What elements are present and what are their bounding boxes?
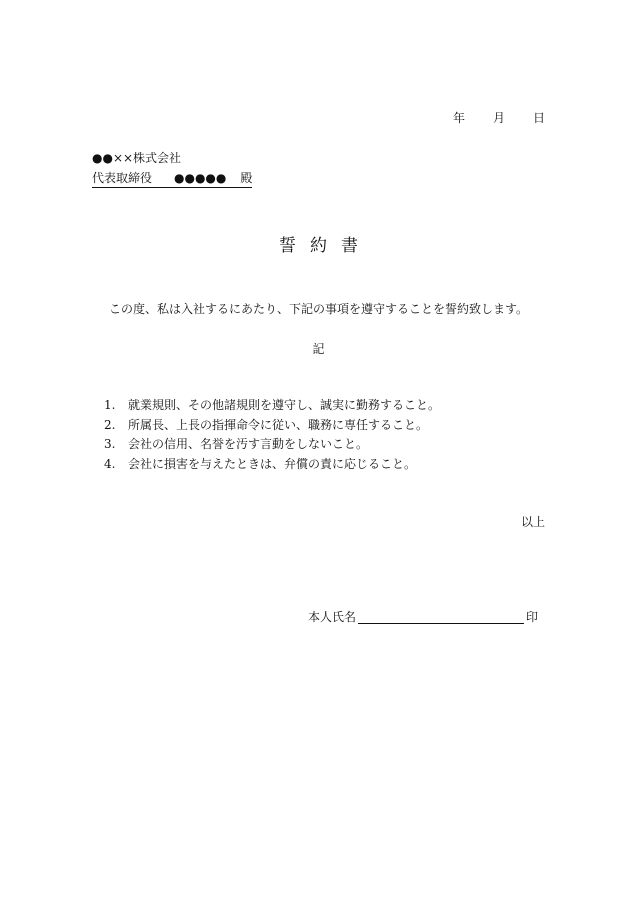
honorific: 殿 (240, 171, 253, 185)
list-item (104, 416, 440, 436)
signature-label: 本人氏名 (308, 610, 357, 624)
item-text: 会社に損害を与えたときは、弁償の責に応じること。 (128, 456, 417, 471)
item-number: 1. (104, 398, 116, 412)
item-number: 3. (104, 437, 116, 451)
document-title: 誓約書 (279, 236, 372, 256)
intro-statement: この度、私は入社するにあたり、下記の事項を遵守することを誓約致します。 (108, 302, 529, 316)
date-day-label: 日 (532, 111, 545, 125)
ki-heading: 記 (312, 342, 325, 356)
date-year-label: 年 (452, 111, 465, 125)
signature-blank-field[interactable] (358, 609, 524, 624)
closing-mark: 以上 (520, 515, 545, 529)
list-item (104, 435, 440, 455)
addressee-company: ●●××株式会社 (92, 151, 182, 165)
item-text: 会社の信用、名誉を汚す言動をしないこと。 (128, 437, 369, 451)
representative-name: ●●●●● (174, 171, 227, 185)
item-text: 所属長、上長の指揮命令に従い、職務に専任すること。 (128, 417, 429, 432)
item-number: 4. (104, 456, 116, 471)
date-month-label: 月 (492, 111, 505, 125)
signature-line (308, 608, 538, 625)
date-line (453, 109, 545, 126)
item-text: 就業規則、その他諸規則を遵守し、誠実に勤務すること。 (128, 398, 441, 412)
item-number: 2. (104, 417, 116, 432)
representative-title: 代表取締役 (92, 171, 153, 185)
list-item (104, 455, 440, 475)
seal-mark: 印 (526, 610, 539, 624)
addressee-block (92, 148, 252, 188)
list-item (104, 396, 440, 416)
addressee-representative (92, 170, 252, 188)
pledge-list (104, 396, 440, 474)
